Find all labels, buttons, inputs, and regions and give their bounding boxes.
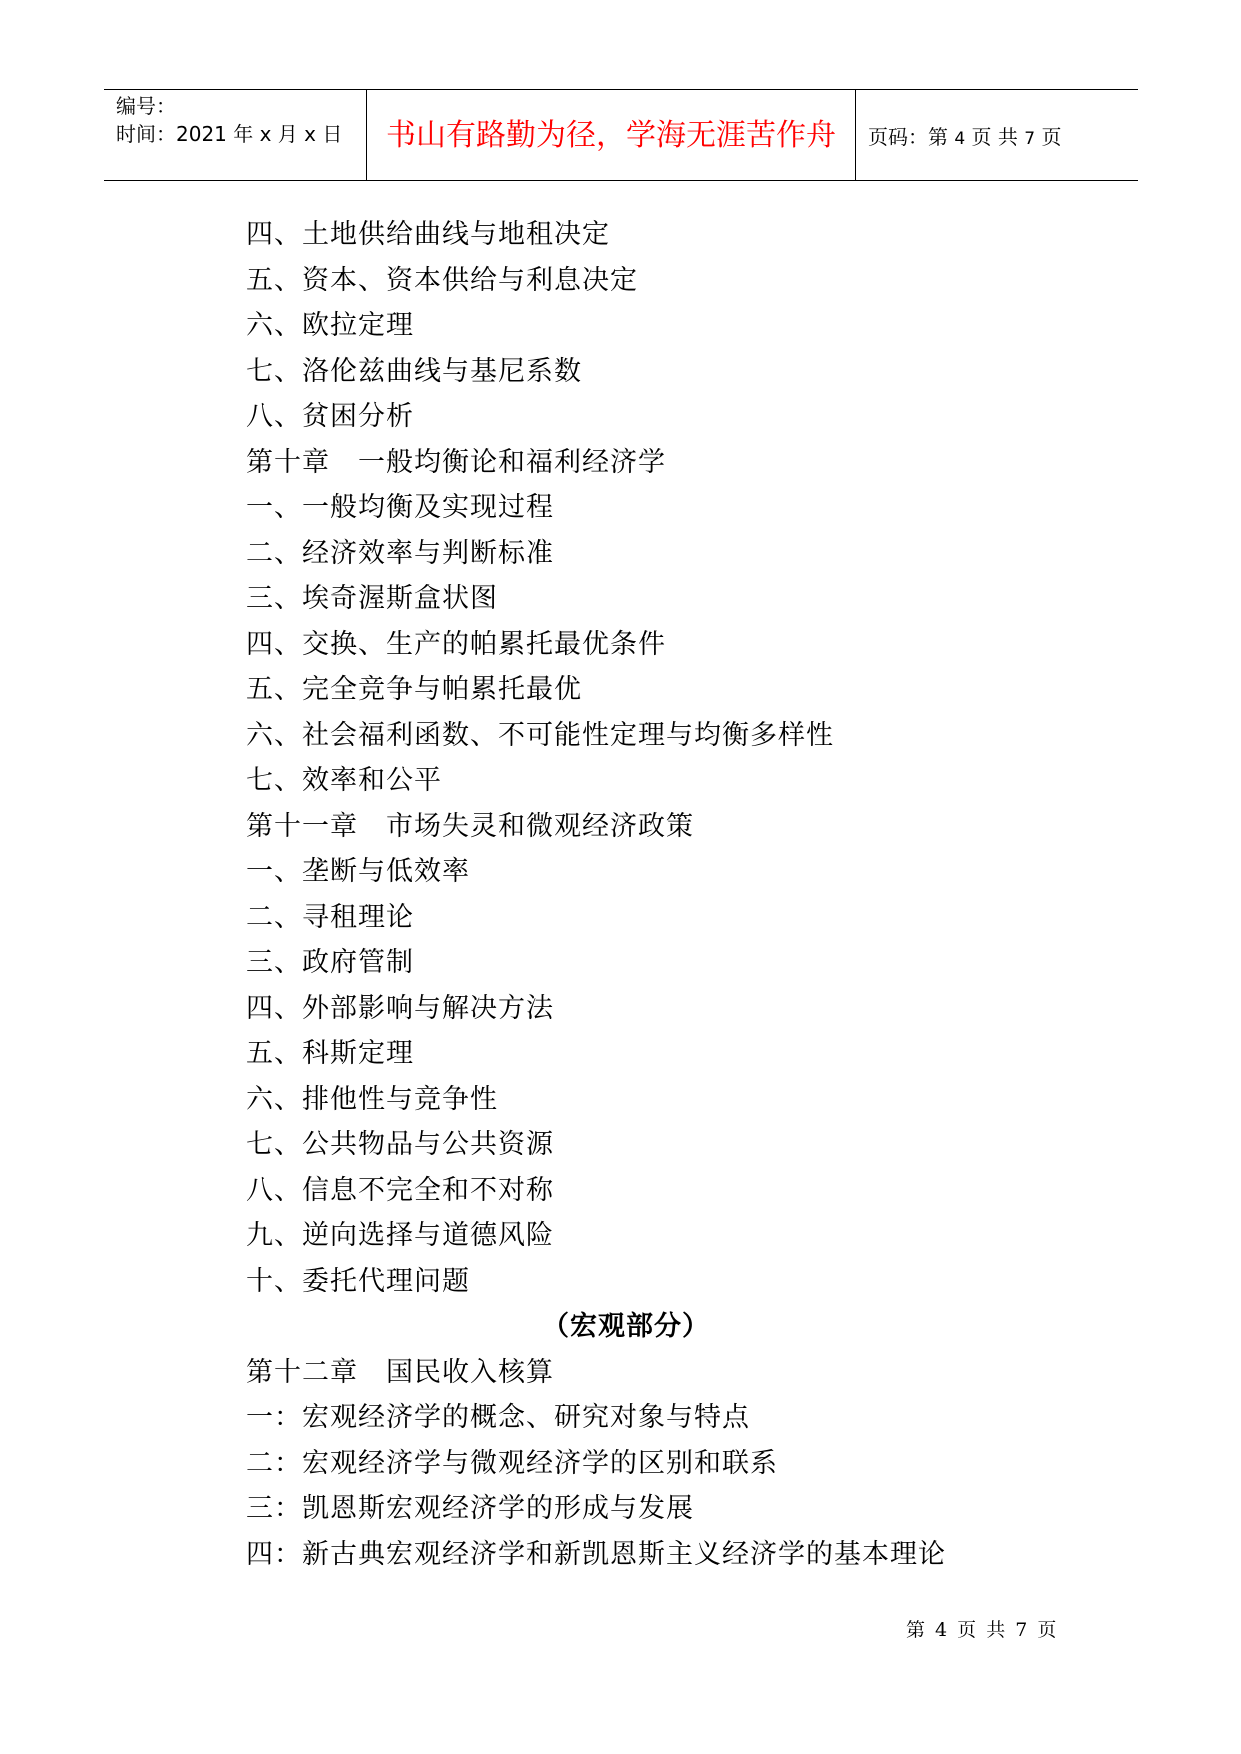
chapter-heading: 第十章 一般均衡论和福利经济学 <box>246 446 666 478</box>
toc-line: 二、寻租理论 <box>246 901 414 933</box>
page-footer: 第 4 页 共 7 页 <box>906 1619 1057 1641</box>
toc-line: 七、洛伦兹曲线与基尼系数 <box>246 355 582 387</box>
toc-line: 六、排他性与竞争性 <box>246 1083 498 1115</box>
header-divider <box>366 90 367 180</box>
page-suffix: 页 <box>1041 125 1062 149</box>
toc-line: 三、政府管制 <box>246 947 414 978</box>
time-label: 时间：2021 年 x 月 x 日 <box>116 122 343 146</box>
toc-line: 八、贫困分析 <box>246 401 414 432</box>
table-of-contents <box>246 212 1146 1577</box>
page-header <box>104 89 1138 181</box>
page-mid: 页 共 <box>971 125 1018 149</box>
toc-line: 二、经济效率与判断标准 <box>246 537 554 569</box>
page-total: 7 <box>1024 129 1036 149</box>
toc-line: 五、科斯定理 <box>246 1038 414 1069</box>
header-meta <box>116 92 342 148</box>
toc-line: 一、一般均衡及实现过程 <box>246 492 554 523</box>
chapter-heading: 第十一章 市场失灵和微观经济政策 <box>246 810 694 842</box>
toc-line: 四：新古典宏观经济学和新凯恩斯主义经济学的基本理论 <box>246 1538 946 1570</box>
toc-line: 五、完全竞争与帕累托最优 <box>246 674 582 705</box>
toc-line: 一、垄断与低效率 <box>246 856 470 887</box>
toc-line: 三：凯恩斯宏观经济学的形成与发展 <box>246 1493 694 1524</box>
toc-line: 八、信息不完全和不对称 <box>246 1174 554 1206</box>
toc-line: 四、交换、生产的帕累托最优条件 <box>246 628 666 660</box>
toc-line: 二：宏观经济学与微观经济学的区别和联系 <box>246 1447 778 1479</box>
toc-line: 七、效率和公平 <box>246 765 442 796</box>
section-title: （宏观部分） <box>542 1311 710 1342</box>
toc-line: 七、公共物品与公共资源 <box>246 1129 554 1160</box>
toc-line: 四、外部影响与解决方法 <box>246 992 554 1024</box>
toc-line: 六、欧拉定理 <box>246 310 414 341</box>
toc-line: 六、社会福利函数、不可能性定理与均衡多样性 <box>246 719 834 751</box>
toc-line: 四、土地供给曲线与地租决定 <box>246 219 610 250</box>
chapter-heading: 第十二章 国民收入核算 <box>246 1356 554 1388</box>
header-motto: 书山有路勤为径，学海无涯苦作舟 <box>386 118 836 153</box>
toc-line: 五、资本、资本供给与利息决定 <box>246 264 638 296</box>
number-label: 编号： <box>116 94 176 118</box>
toc-line: 一：宏观经济学的概念、研究对象与特点 <box>246 1402 750 1433</box>
page-current: 4 <box>954 129 966 149</box>
header-divider <box>855 90 856 180</box>
toc-line: 三、埃奇渥斯盒状图 <box>246 583 498 614</box>
header-page-number <box>868 123 1061 153</box>
toc-line: 九、逆向选择与道德风险 <box>246 1220 554 1251</box>
page-prefix: 页码：第 <box>868 125 948 149</box>
toc-line: 十、委托代理问题 <box>246 1265 470 1297</box>
